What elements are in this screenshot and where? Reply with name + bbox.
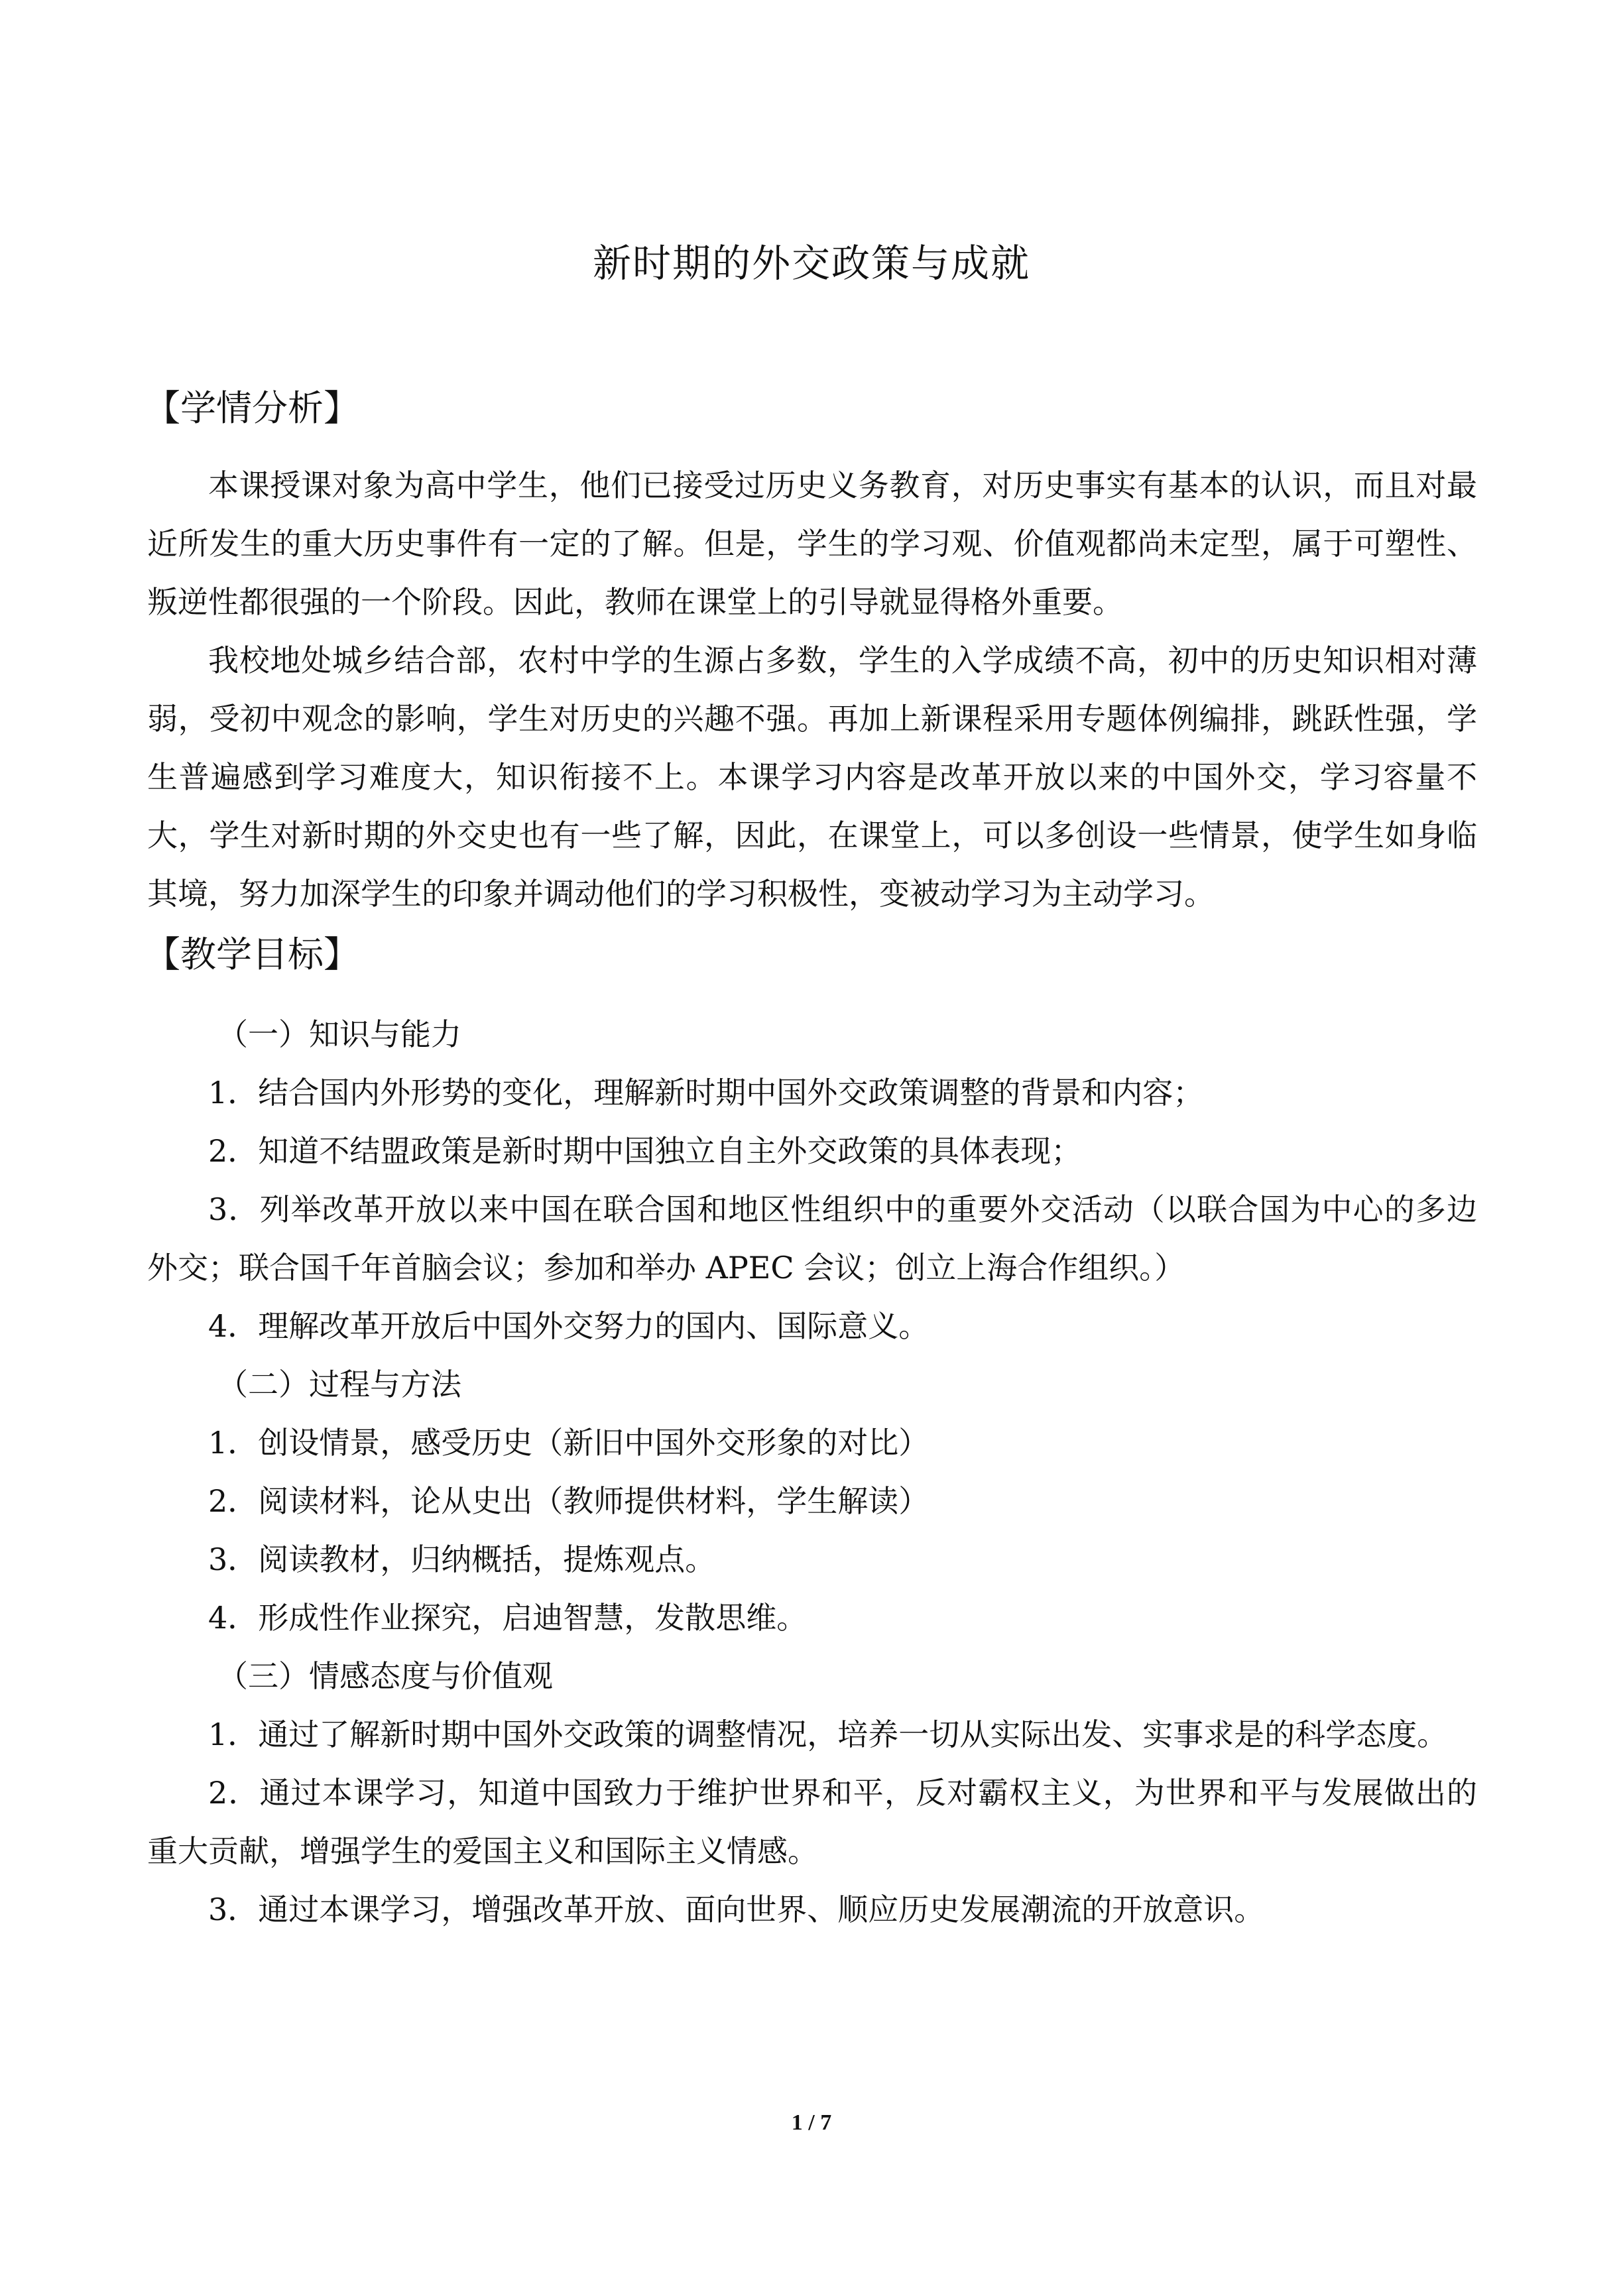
goal-group-label: （二）过程与方法 xyxy=(217,1366,461,1402)
goal-item: 1．结合国内外形势的变化，理解新时期中国外交政策调整的背景和内容； xyxy=(208,1075,1204,1111)
goal-item: 3．通过本课学习，增强改革开放、面向世界、顺应历史发展潮流的开放意识。 xyxy=(208,1892,1265,1927)
goal-item: 2．阅读材料，论从史出（教师提供材料，学生解读） xyxy=(208,1483,930,1519)
goal-group-process xyxy=(147,1355,1477,1647)
section-heading-teaching-goals: 【教学目标】 xyxy=(145,934,359,975)
document-body xyxy=(147,385,1477,1939)
section-teaching-goals xyxy=(147,931,1477,1939)
page-number: 1 / 7 xyxy=(791,2110,832,2135)
goal-group-label: （一）知识与能力 xyxy=(217,1016,461,1052)
paragraph-student-background: 本课授课对象为高中学生，他们已接受过历史义务教育，对历史事实有基本的认识，而且对最近所发生的重大历史事件有一定的了解。但是，学生的学习观、价值观都尚未定型，属于可塑性、叛逆性都很强的一个阶段。因此，教师在课堂上的引导就显得格外重要。 xyxy=(147,467,1477,620)
goal-group-label: （三）情感态度与价值观 xyxy=(217,1658,553,1694)
goal-group-values xyxy=(147,1647,1477,1939)
goal-item: 1．创设情景，感受历史（新旧中国外交形象的对比） xyxy=(208,1425,930,1461)
goal-item: 2．知道不结盟政策是新时期中国独立自主外交政策的具体表现； xyxy=(208,1133,1082,1169)
paragraph-school-context: 我校地处城乡结合部，农村中学的生源占多数，学生的入学成绩不高，初中的历史知识相对薄弱，受初中观念的影响，学生对历史的兴趣不强。再加上新课程采用专题体例编排，跳跃性强，学生普遍感到学习难度大，知识衔接不上。本课学习内容是改革开放以来的中国外交，学习容量不大，学生对新时期的外交史也有一些了解，因此，在课堂上，可以多创设一些情景，使学生如身临其境，努力加深学生的印象并调动他们的学习积极性，变被动学习为主动学习。 xyxy=(147,642,1477,912)
goal-item: 2．通过本课学习，知道中国致力于维护世界和平，反对霸权主义，为世界和平与发展做出的重大贡献，增强学生的爱国主义和国际主义情感。 xyxy=(147,1775,1477,1869)
goal-item: 3．阅读教材，归纳概括，提炼观点。 xyxy=(208,1541,716,1577)
goal-item: 4．形成性作业探究，启迪智慧，发散思维。 xyxy=(208,1600,808,1636)
goal-item: 3．列举改革开放以来中国在联合国和地区性组织中的重要外交活动（以联合国为中心的多边外交；联合国千年首脑会议；参加和举办 APEC 会议；创立上海合作组织。） xyxy=(147,1191,1477,1286)
section-heading-student-analysis: 【学情分析】 xyxy=(145,387,359,429)
section-student-analysis xyxy=(147,385,1477,923)
goal-item: 4．理解改革开放后中国外交努力的国内、国际意义。 xyxy=(208,1308,930,1344)
goal-item: 1．通过了解新时期中国外交政策的调整情况，培养一切从实际出发、实事求是的科学态度。 xyxy=(208,1717,1448,1752)
document-title: 新时期的外交政策与成就 xyxy=(592,240,1030,286)
goal-group-knowledge xyxy=(147,1005,1477,1355)
